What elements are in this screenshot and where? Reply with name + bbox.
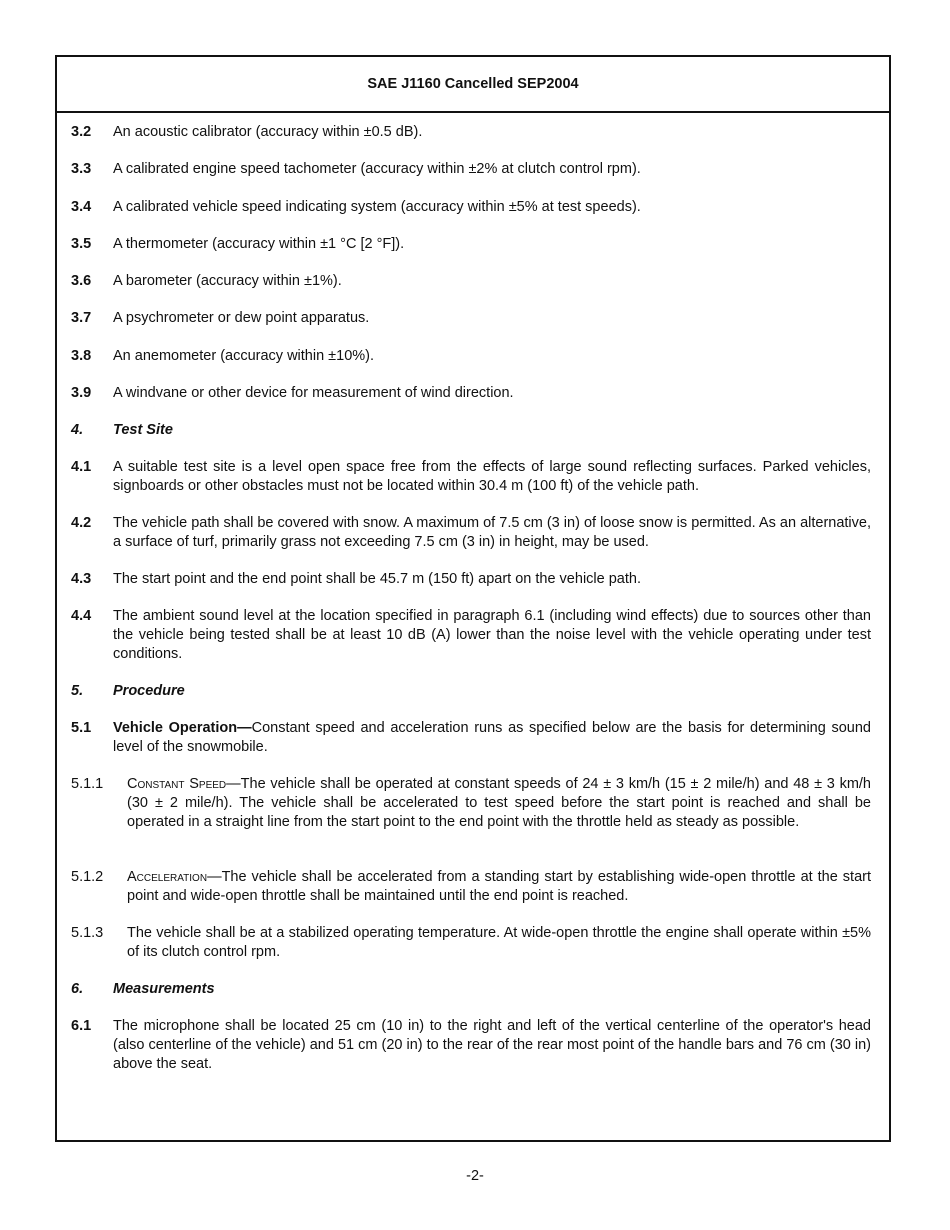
item-text: A thermometer (accuracy within ±1 °C [2 °F]).: [113, 236, 405, 252]
item-text: [127, 868, 871, 906]
section-number: 5.: [71, 683, 84, 699]
item-3-5: [71, 235, 871, 254]
item-4-2: [71, 514, 871, 552]
item-text: An acoustic calibrator (accuracy within ±0.5 dB).: [113, 124, 423, 140]
page-number: -2-: [466, 1168, 484, 1184]
item-number: 4.4: [71, 608, 92, 624]
item-3-6: [71, 272, 871, 291]
item-text: The ambient sound level at the location specified in paragraph 6.1 (including wind effects) due to sources other than the vehicle being tested shall be at least 10 dB (A) lower than the noise level with the vehicle operating under test conditions.: [113, 608, 871, 662]
page-frame: [55, 55, 891, 1142]
item-3-8: [71, 347, 871, 366]
item-text: The microphone shall be located 25 cm (10 in) to the right and left of the vertical centerline of the operator's head (also centerline of the vehicle) and 51 cm (20 in) to the rear of the rear most point of the handle bars and 76 cm (30 in) above the seat.: [113, 1018, 871, 1072]
item-number: 3.8: [71, 348, 92, 364]
item-3-3: [71, 160, 871, 179]
item-text: An anemometer (accuracy within ±10%).: [113, 348, 375, 364]
item-4-4: [71, 607, 871, 664]
item-number: 3.4: [71, 199, 92, 215]
section-number: 4.: [71, 422, 84, 438]
item-text: A windvane or other device for measurement of wind direction.: [113, 385, 514, 401]
section-title: Test Site: [113, 422, 173, 438]
item-3-9: [71, 384, 871, 403]
item-number: 4.2: [71, 515, 92, 531]
item-number: 6.1: [71, 1018, 92, 1034]
item-number: 3.7: [71, 310, 92, 326]
item-text: [127, 775, 871, 832]
item-number: 5.1: [71, 720, 92, 736]
item-number: 5.1.3: [71, 925, 104, 941]
item-text: A calibrated vehicle speed indicating system (accuracy within ±5% at test speeds).: [113, 199, 641, 215]
item-text: The vehicle shall be at a stabilized operating temperature. At wide-open throttle the engine shall operate within ±5% of its clutch control rpm.: [127, 925, 871, 960]
item-lead: Constant Speed: [127, 776, 227, 792]
item-number: 5.1.2: [71, 869, 104, 885]
item-lead: Acceleration: [127, 869, 208, 885]
section-title: Procedure: [113, 683, 185, 699]
item-number: 5.1.1: [71, 776, 104, 792]
section-title: Measurements: [113, 981, 215, 997]
item-body: Constant speed and acceleration runs as specified below are the basis for determining sound level of the snowmobile.: [113, 720, 871, 755]
item-lead: Vehicle Operation—: [113, 720, 252, 736]
item-4-3: [71, 570, 871, 589]
item-number: 4.1: [71, 459, 92, 475]
item-4-1: [71, 458, 871, 496]
section-6-heading: [71, 980, 871, 999]
item-text: A calibrated engine speed tachometer (accuracy within ±2% at clutch control rpm).: [113, 161, 641, 177]
item-text: A suitable test site is a level open space free from the effects of large sound reflecting surfaces. Parked vehicles, signboards or other obstacles must not be located within 30.4 m (100 ft) of the vehicle path.: [113, 459, 871, 494]
document-title: SAE J1160 Cancelled SEP2004: [367, 76, 579, 92]
item-text: A psychrometer or dew point apparatus.: [113, 310, 370, 326]
item-3-2: [71, 123, 871, 142]
document-header: [57, 57, 889, 113]
item-number: 3.2: [71, 124, 92, 140]
item-number: 3.3: [71, 161, 92, 177]
item-5-1-2: [71, 868, 871, 906]
item-number: 4.3: [71, 571, 92, 587]
item-number: 3.6: [71, 273, 92, 289]
item-number: 3.5: [71, 236, 92, 252]
item-5-1-3: [71, 924, 871, 962]
item-body: —The vehicle shall be operated at constant speeds of 24 ± 3 km/h (15 ± 2 mile/h) and 48 ± 3 km/h (30 ± 2 mile/h). The vehicle shall be accelerated to test speed before the start point is reached and shall be operated in a straight line from the start point to the end point with the throttle held as steady as possible.: [127, 776, 871, 830]
item-text: The vehicle path shall be covered with snow. A maximum of 7.5 cm (3 in) of loose snow is permitted. As an alternative, a surface of turf, primarily grass not exceeding 7.5 cm (3 in) in height, may be used.: [113, 515, 871, 550]
section-number: 6.: [71, 981, 84, 997]
item-5-1: [71, 719, 871, 757]
item-6-1: [71, 1017, 871, 1074]
item-number: 3.9: [71, 385, 92, 401]
section-5-heading: [71, 682, 871, 701]
item-text: A barometer (accuracy within ±1%).: [113, 273, 342, 289]
section-4-heading: [71, 421, 871, 440]
item-text: [113, 719, 871, 757]
item-body: —The vehicle shall be accelerated from a standing start by establishing wide-open throttle at the start point and wide-open throttle shall be maintained until the end point is reached.: [127, 869, 871, 904]
item-3-7: [71, 309, 871, 328]
item-3-4: [71, 198, 871, 217]
item-5-1-1: [71, 775, 871, 832]
item-text: The start point and the end point shall be 45.7 m (150 ft) apart on the vehicle path.: [113, 571, 641, 587]
